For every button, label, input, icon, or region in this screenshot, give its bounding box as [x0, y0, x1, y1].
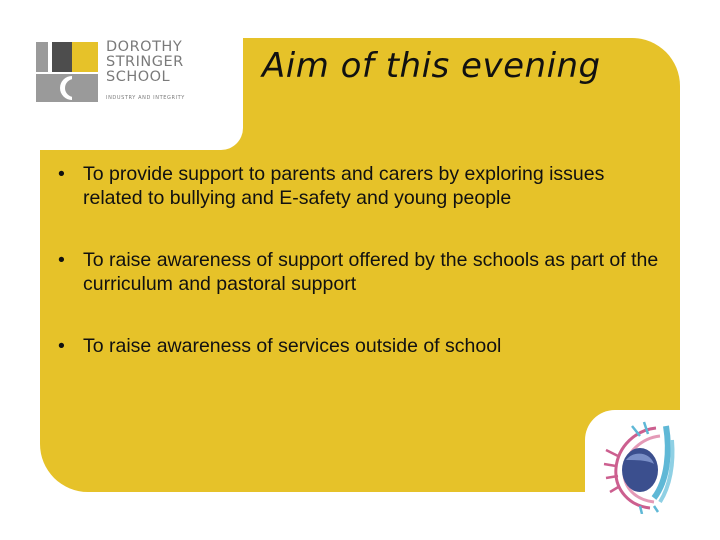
school-name-line-2: STRINGER	[106, 54, 184, 70]
school-name	[106, 40, 184, 85]
bullet-text: To raise awareness of support offered by the schools as part of the curriculum and pastoral support	[83, 249, 659, 295]
school-tagline: INDUSTRY AND INTEGRITY	[106, 95, 185, 101]
swirl-emblem-icon	[596, 420, 676, 514]
bullet-marker: •	[58, 163, 65, 185]
bullet-item-3	[58, 334, 666, 358]
bullet-list	[58, 162, 666, 358]
school-logo	[36, 40, 206, 108]
bullet-text: To provide support to parents and carers by exploring issues related to bullying and E-safety and young people	[83, 163, 605, 209]
school-name-line-3: SCHOOL	[106, 69, 171, 85]
bullet-item-2	[58, 248, 666, 296]
slide-title: Aim of this evening	[262, 46, 601, 86]
school-name-line-1: DOROTHY	[106, 39, 183, 55]
bullet-marker: •	[58, 335, 65, 357]
school-crest-icon	[36, 40, 102, 104]
bullet-item-1	[58, 162, 666, 210]
bullet-marker: •	[58, 249, 65, 271]
bullet-text: To raise awareness of services outside of school	[83, 335, 502, 357]
